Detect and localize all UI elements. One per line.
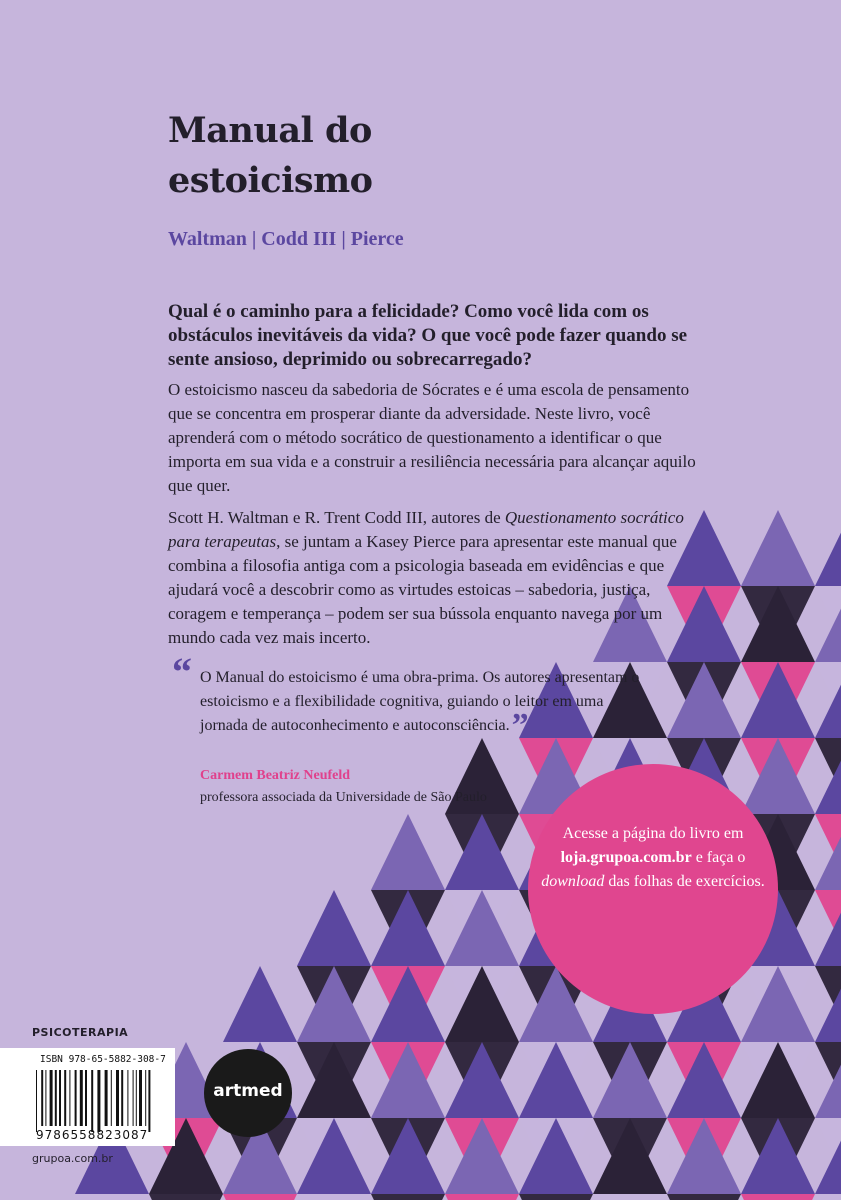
barcode-bar <box>136 1070 137 1126</box>
pattern-triangle-down <box>297 1194 371 1200</box>
referenced-book-title: Questionamento socrático para terapeutas <box>168 508 684 551</box>
isbn-text: ISBN 978-65-5882-308-7 <box>40 1054 166 1065</box>
barcode-bar <box>91 1070 93 1132</box>
barcode-bar <box>148 1070 150 1132</box>
pattern-triangle-down <box>445 1194 519 1200</box>
barcode-bar <box>133 1070 134 1126</box>
open-quote-mark: “ <box>172 649 192 694</box>
pattern-triangle-down <box>815 1194 841 1200</box>
pattern-triangle-down <box>149 1194 223 1200</box>
barcode-bar <box>45 1070 46 1126</box>
description-paragraph-2 <box>168 506 698 650</box>
paragraph-2-part-2: , se juntam a Kasey Pierce para apresentar este manual que combina a filosofia antiga com a psicologia baseada em evidências e que ajudará você a descobrir como as virtudes estoicas – sabedoria, justiça, coragem e temperança – podem ser sua bússola enquanto navega por um mundo cada vez mais incerto. <box>168 532 677 647</box>
barcode-bar <box>41 1070 43 1126</box>
barcode-bar <box>59 1070 61 1126</box>
callout-part-3: das folhas de exercícios. <box>604 873 765 890</box>
barcode-bar <box>36 1070 37 1132</box>
pattern-triangle-down <box>593 1194 667 1200</box>
close-quote-mark: ” <box>511 707 529 744</box>
pattern-triangle-down <box>667 1194 741 1200</box>
pattern-triangle-down <box>371 1194 445 1200</box>
barcode-bar <box>139 1070 142 1126</box>
title-line-1: Manual do <box>168 110 372 151</box>
barcode-bar <box>64 1070 66 1126</box>
barcode-bar <box>75 1070 77 1126</box>
description-paragraph-1: O estoicismo nasceu da sabedoria de Sócrates e é uma escola de pensamento que se concentra em prosperar diante da adversidade. Neste livro, você aprenderá com o método socrático de questionamento a identificar o que importa em sua vida e a construir a resiliência necessária para alcançar aquilo que quer. <box>168 380 696 495</box>
callout-text <box>540 822 766 894</box>
barcode-bar <box>116 1070 119 1126</box>
pattern-triangle-up <box>815 510 841 586</box>
pattern-triangle-up <box>223 966 297 1042</box>
callout-part-2: e faça o <box>691 849 746 866</box>
book-title <box>168 106 372 206</box>
pattern-triangle-up <box>297 890 371 966</box>
barcode-bar <box>105 1070 108 1126</box>
book-authors: Waltman | Codd III | Pierce <box>168 228 404 250</box>
barcode-bar <box>145 1070 146 1126</box>
barcode-bar <box>97 1070 100 1132</box>
barcode-bar <box>55 1070 57 1126</box>
category-label: PSICOTERAPIA <box>32 1026 129 1039</box>
barcode-bar <box>50 1070 53 1126</box>
testimonial-quote <box>200 666 640 744</box>
publisher-website: grupoa.com.br <box>32 1152 113 1165</box>
testimonial-author: Carmem Beatriz Neufeld <box>200 768 351 783</box>
barcode-bar <box>80 1070 83 1126</box>
store-link[interactable]: loja.grupoa.com.br <box>560 849 692 866</box>
testimonial-text: O Manual do estoicismo é uma obra-prima. Os autores apresentam o estoicismo e a flexibilidade cognitiva, guiando o leitor em uma jornada de autoconhecimento e autoconsciência. <box>200 669 640 734</box>
pattern-triangle-down <box>223 1194 297 1200</box>
pattern-triangle-down <box>741 1194 815 1200</box>
lead-question: Qual é o caminho para a felicidade? Como você lida com os obstáculos inevitáveis da vida? O que você pode fazer quando se sente ansioso, deprimido ou sobrecarregado? <box>168 301 688 370</box>
testimonial-author-role: professora associada da Universidade de São Paulo <box>200 790 487 805</box>
publisher-logo-text: artmed <box>213 1081 283 1101</box>
pattern-triangle-up <box>371 814 445 890</box>
pattern-triangle-down <box>519 1194 593 1200</box>
barcode-bar <box>69 1070 70 1126</box>
barcode-bar <box>111 1070 112 1126</box>
barcode-number: 9786558823087 <box>36 1128 149 1142</box>
barcode-bar <box>85 1070 87 1126</box>
title-line-2: estoicismo <box>168 160 373 201</box>
pattern-triangle-up <box>741 510 815 586</box>
callout-download-word: download <box>541 873 605 890</box>
barcode-bar <box>127 1070 128 1126</box>
callout-part-1: Acesse a página do livro em <box>562 825 744 842</box>
barcode-bar <box>121 1070 123 1126</box>
paragraph-2-part-1: Scott H. Waltman e R. Trent Codd III, autores de <box>168 508 505 527</box>
pattern-triangle-down <box>75 1194 149 1200</box>
